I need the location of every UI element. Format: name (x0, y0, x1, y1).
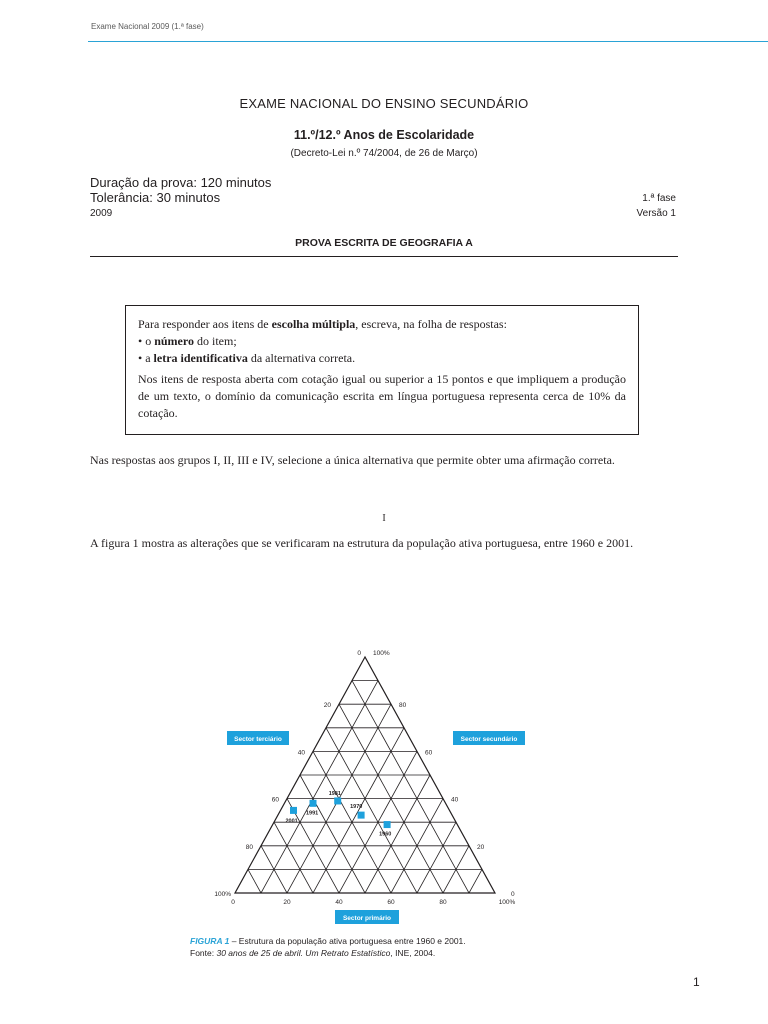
caption-text: – Estrutura da população ativa portuguesa entre 1960 e 2001. (229, 936, 466, 946)
duration: Duração da prova: 120 minutos (90, 175, 272, 190)
exam-version: Versão 1 (636, 208, 676, 219)
exam-subject-title: PROVA ESCRITA DE GEOGRAFIA A (295, 237, 473, 249)
tick-label-primary: 60 (387, 899, 395, 906)
grid-line-tertiary (248, 869, 261, 893)
exam-years: 11.º/12.º Anos de Escolaridade (293, 128, 475, 142)
tick-label-secondary: 80 (399, 702, 407, 710)
grid-line-tertiary (274, 822, 313, 893)
tick-label-primary: 0 (511, 891, 515, 898)
tick-label-tertiary: 40 (297, 749, 305, 757)
grid-line-tertiary (352, 681, 469, 893)
ternary-points (286, 791, 392, 838)
tick-label-secondary: 100% (498, 899, 516, 906)
tick-label-primary: 80 (439, 899, 447, 906)
data-point-1991 (310, 800, 317, 807)
grid-line-primary (313, 728, 404, 893)
axis-label-tertiary: Sector terciário (234, 736, 282, 743)
tick-label-tertiary: 20 (323, 702, 331, 710)
text: do item; (193, 334, 237, 348)
header-rule (88, 41, 768, 42)
data-label-1991: 1991 (306, 810, 319, 817)
ternary-ticks (214, 650, 515, 906)
tick-label-secondary: 100% (373, 650, 390, 657)
source-prefix: Fonte: (190, 948, 217, 958)
axis-label-secondary: Sector secundário (460, 736, 518, 743)
groups-note: Nas respostas aos grupos I, II, III e IV, selecione a única alternativa que permite obter uma afirmação correta. (90, 453, 615, 467)
data-label-1970: 1970 (350, 804, 363, 811)
tick-label-primary: 20 (283, 899, 291, 906)
tolerance: Tolerância: 30 minutos (90, 190, 221, 205)
text: Para responder aos itens de (138, 317, 272, 331)
grid-line-primary (365, 775, 430, 893)
data-label-2001: 2001 (285, 818, 298, 825)
data-label-1981: 1981 (328, 790, 341, 797)
grid-line-primary (469, 869, 482, 893)
source-title: 30 anos de 25 de abril. Um Retrato Estatístico (216, 948, 391, 958)
tick-label-tertiary: 60 (271, 796, 279, 804)
page-number: 1 (693, 975, 700, 989)
figure-caption (190, 936, 466, 946)
text: • a (138, 351, 154, 365)
exam-phase: 1.ª fase (642, 193, 676, 204)
data-label-1960: 1960 (379, 831, 392, 838)
figure-source (190, 948, 435, 958)
source-suffix: , INE, 2004. (390, 948, 436, 958)
grid-line-tertiary (326, 728, 417, 893)
tick-label-tertiary: 80 (245, 843, 253, 851)
tick-label-primary: 0 (231, 899, 235, 906)
instruction-bullet (138, 333, 626, 350)
tick-label-tertiary: 0 (357, 650, 361, 657)
exam-year: 2009 (90, 208, 113, 219)
instruction-bullet (138, 350, 626, 367)
axis-label-primary: Sector primário (342, 915, 392, 922)
text-bold: número (154, 334, 194, 348)
text: da alternativa correta. (247, 351, 356, 365)
data-point-1970 (358, 812, 365, 819)
instructions-box (125, 305, 639, 435)
data-point-2001 (290, 807, 297, 814)
text: , escreva, na folha de respostas: (355, 317, 507, 331)
subject-rule (90, 256, 678, 257)
text-bold: letra identificativa (153, 351, 248, 365)
figure-label: FIGURA 1 (190, 936, 230, 946)
exam-title: EXAME NACIONAL DO ENSINO SECUNDÁRIO (239, 96, 529, 111)
data-point-1960 (384, 821, 391, 828)
text: • o (138, 334, 155, 348)
tick-label-tertiary: 100% (214, 891, 231, 898)
instruction-line (138, 316, 626, 333)
instruction-paragraph: Nos itens de resposta aberta com cotação igual ou superior a 15 pontos e que impliquem a produção de um texto, o domínio da comunicação escrita em língua portuguesa representa cerca de 10% da cotação. (138, 372, 626, 420)
text-bold: escolha múltipla (271, 317, 356, 331)
data-point-1981 (334, 797, 341, 804)
tick-label-primary: 40 (335, 899, 343, 906)
tick-label-secondary: 40 (451, 796, 459, 804)
tick-label-secondary: 20 (477, 843, 485, 851)
exam-decree: (Decreto-Lei n.º 74/2004, de 26 de Março) (290, 148, 478, 159)
ternary-chart (200, 640, 530, 930)
ternary-grid (235, 657, 495, 893)
grid-line-primary (417, 822, 456, 893)
question-intro: A figura 1 mostra as alterações que se verificaram na estrutura da população ativa portuguesa, entre 1960 e 2001. (90, 536, 634, 550)
grid-line-primary (261, 681, 378, 893)
tick-label-secondary: 60 (425, 749, 433, 757)
header-label: Exame Nacional 2009 (1.ª fase) (91, 22, 204, 31)
group-heading: I (382, 513, 386, 524)
